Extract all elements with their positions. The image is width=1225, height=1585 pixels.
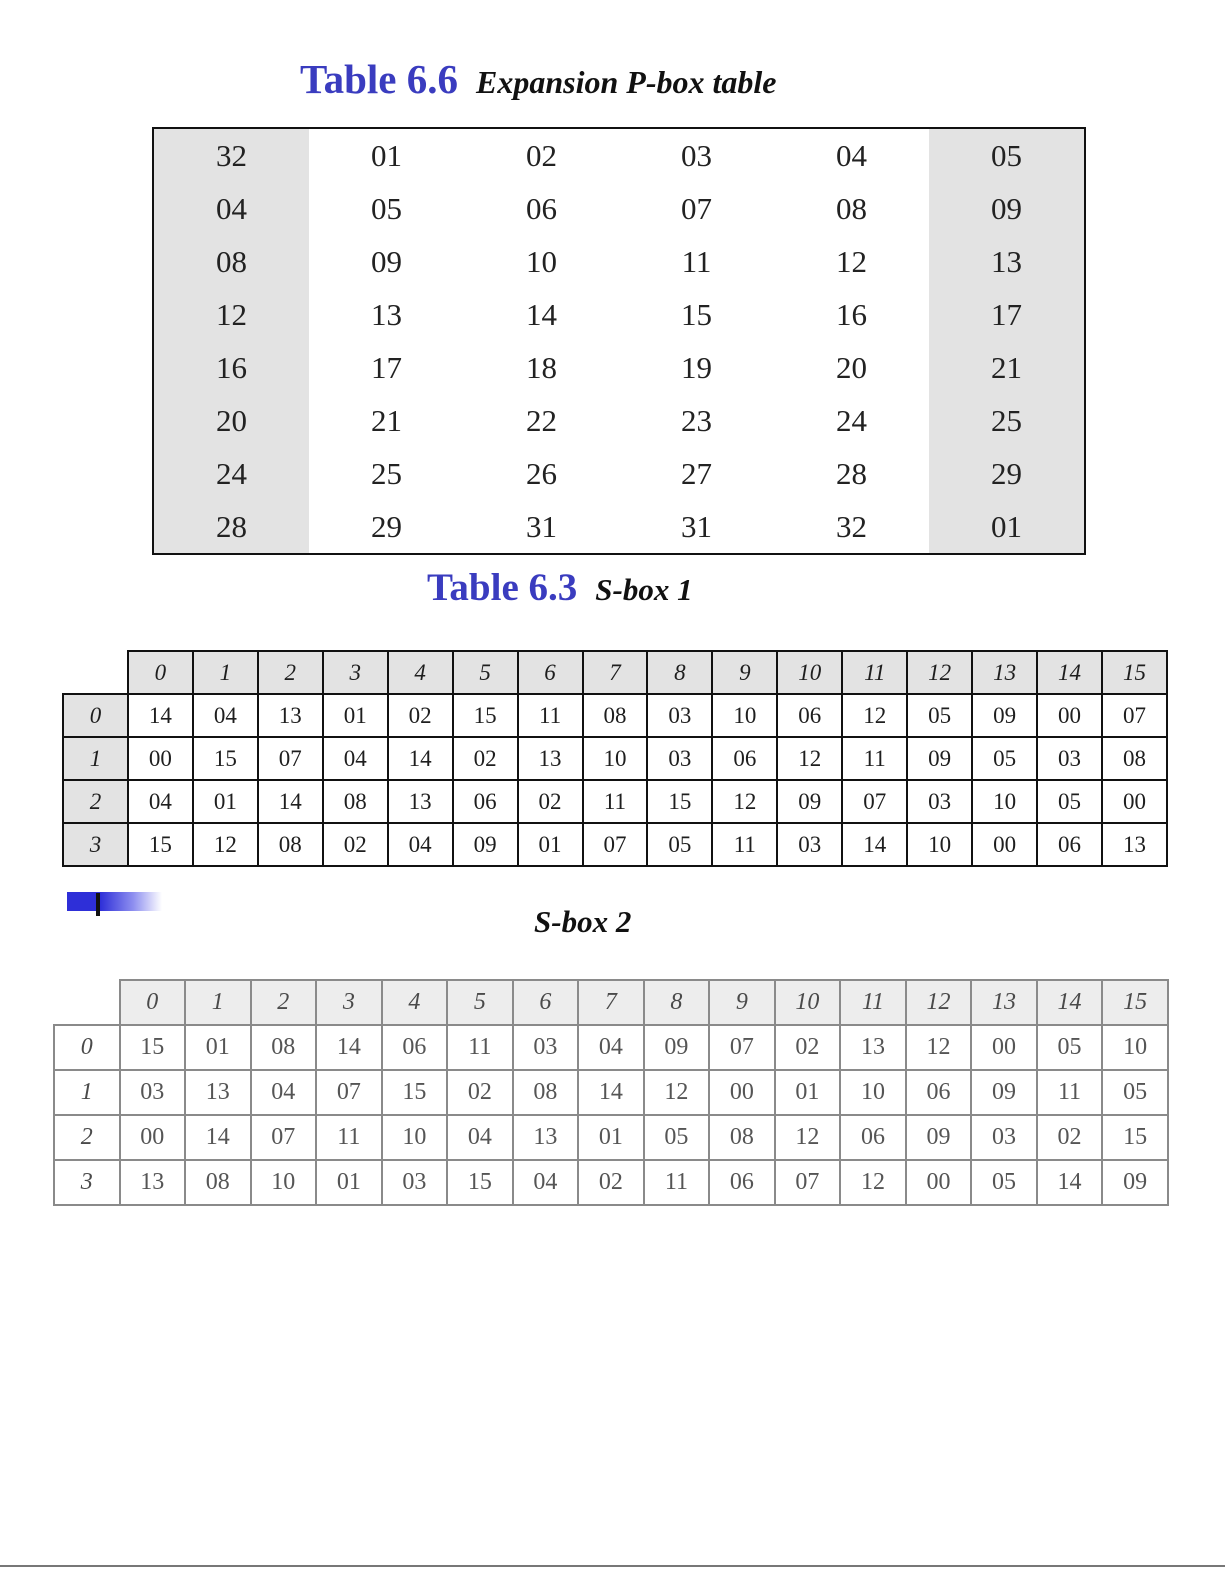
table-cell: 12 — [193, 823, 258, 866]
column-header: 2 — [258, 651, 323, 694]
column-header: 15 — [1102, 651, 1167, 694]
pbox-cell: 09 — [371, 243, 402, 279]
table-cell: 04 — [388, 823, 453, 866]
bullet-marker-icon — [67, 892, 162, 911]
pbox-table-name: Expansion P-box table — [475, 64, 777, 100]
sbox2-table — [53, 979, 1169, 1206]
table-cell: 15 — [193, 737, 258, 780]
column-header: 6 — [513, 980, 579, 1025]
table-cell: 04 — [578, 1025, 644, 1070]
table-cell: 12 — [712, 780, 777, 823]
pbox-cell: 02 — [526, 137, 557, 173]
column-header: 11 — [842, 651, 907, 694]
pbox-cell: 13 — [371, 296, 402, 332]
table-cell: 08 — [185, 1160, 251, 1205]
pbox-cell: 20 — [154, 394, 309, 447]
pbox-cell: 01 — [929, 500, 1084, 553]
table-cell: 00 — [971, 1025, 1037, 1070]
table-cell: 05 — [972, 737, 1037, 780]
pbox-cell: 21 — [371, 402, 402, 438]
table-cell: 09 — [453, 823, 518, 866]
pbox-cell: 28 — [836, 455, 867, 491]
table-header-row — [63, 651, 1167, 694]
table-cell: 01 — [193, 780, 258, 823]
table-cell: 13 — [513, 1115, 579, 1160]
table-row — [63, 780, 1167, 823]
pbox-cell: 28 — [154, 500, 309, 553]
row-header: 1 — [54, 1070, 120, 1115]
table-cell: 13 — [120, 1160, 186, 1205]
pbox-cell: 10 — [526, 243, 557, 279]
table-cell: 13 — [258, 694, 323, 737]
table-cell: 15 — [128, 823, 193, 866]
pbox-cell: 12 — [154, 288, 309, 341]
table-cell: 03 — [647, 737, 712, 780]
table-cell: 14 — [258, 780, 323, 823]
table-cell: 04 — [128, 780, 193, 823]
column-header: 14 — [1037, 651, 1102, 694]
table-cell: 13 — [518, 737, 583, 780]
table-cell: 11 — [583, 780, 648, 823]
pbox-cell: 03 — [681, 137, 712, 173]
table-cell: 08 — [323, 780, 388, 823]
pbox-cell: 32 — [836, 508, 867, 544]
table-cell: 01 — [316, 1160, 382, 1205]
table-cell: 15 — [382, 1070, 448, 1115]
table-cell: 13 — [1102, 823, 1167, 866]
table-cell: 09 — [972, 694, 1037, 737]
column-header: 8 — [644, 980, 710, 1025]
table-cell: 14 — [578, 1070, 644, 1115]
table-cell: 02 — [775, 1025, 841, 1070]
table-cell: 15 — [647, 780, 712, 823]
table-cell: 06 — [709, 1160, 775, 1205]
table-cell: 14 — [128, 694, 193, 737]
table-cell: 03 — [513, 1025, 579, 1070]
pbox-cell: 32 — [154, 129, 309, 182]
table-cell: 10 — [712, 694, 777, 737]
table-cell: 15 — [120, 1025, 186, 1070]
table-cell: 14 — [316, 1025, 382, 1070]
table-cell: 07 — [583, 823, 648, 866]
column-header: 5 — [447, 980, 513, 1025]
bullet-tick-icon — [96, 893, 100, 916]
table-cell: 02 — [1037, 1115, 1103, 1160]
sbox2-table-name: S-box 2 — [534, 904, 632, 939]
table-cell: 06 — [777, 694, 842, 737]
column-header: 4 — [388, 651, 453, 694]
table-cell: 09 — [1102, 1160, 1168, 1205]
table-cell: 05 — [647, 823, 712, 866]
table-cell: 11 — [842, 737, 907, 780]
table-row — [54, 1070, 1168, 1115]
table-cell: 01 — [578, 1115, 644, 1160]
table-cell: 08 — [709, 1115, 775, 1160]
pbox-cell: 16 — [836, 296, 867, 332]
table-cell: 08 — [258, 823, 323, 866]
pbox-cell: 05 — [929, 129, 1084, 182]
column-header: 4 — [382, 980, 448, 1025]
table-cell: 11 — [447, 1025, 513, 1070]
table-cell: 09 — [906, 1115, 972, 1160]
expansion-pbox-table — [152, 127, 1086, 555]
column-header: 15 — [1102, 980, 1168, 1025]
table-cell: 00 — [709, 1070, 775, 1115]
table-cell: 06 — [906, 1070, 972, 1115]
table-cell: 02 — [453, 737, 518, 780]
table-cell: 14 — [842, 823, 907, 866]
pbox-cell: 27 — [681, 455, 712, 491]
page-bottom-rule — [0, 1565, 1225, 1567]
pbox-cell: 08 — [836, 190, 867, 226]
column-header: 9 — [709, 980, 775, 1025]
pbox-cell: 24 — [154, 447, 309, 500]
table-cell: 09 — [971, 1070, 1037, 1115]
table-cell: 03 — [120, 1070, 186, 1115]
pbox-table-number: Table 6.6 — [300, 56, 458, 102]
table-cell: 13 — [185, 1070, 251, 1115]
pbox-cell: 22 — [526, 402, 557, 438]
table-cell: 06 — [453, 780, 518, 823]
column-header: 2 — [251, 980, 317, 1025]
sbox1-table — [62, 650, 1168, 867]
column-header: 12 — [907, 651, 972, 694]
sbox1-table-number: Table 6.3 — [427, 566, 578, 609]
table-cell: 14 — [388, 737, 453, 780]
table-row — [63, 694, 1167, 737]
table-cell: 05 — [1102, 1070, 1168, 1115]
pbox-cell: 16 — [154, 341, 309, 394]
column-header: 0 — [128, 651, 193, 694]
table-cell: 07 — [775, 1160, 841, 1205]
corner-cell — [54, 980, 120, 1025]
column-header: 1 — [185, 980, 251, 1025]
table-cell: 12 — [906, 1025, 972, 1070]
table-cell: 10 — [583, 737, 648, 780]
table-cell: 12 — [842, 694, 907, 737]
table-cell: 00 — [120, 1115, 186, 1160]
table-cell: 12 — [775, 1115, 841, 1160]
table-cell: 04 — [251, 1070, 317, 1115]
pbox-cell: 07 — [681, 190, 712, 226]
row-header: 2 — [63, 780, 128, 823]
pbox-title — [300, 55, 776, 103]
table-cell: 09 — [644, 1025, 710, 1070]
table-cell: 12 — [777, 737, 842, 780]
table-cell: 01 — [775, 1070, 841, 1115]
pbox-cell: 29 — [929, 447, 1084, 500]
table-cell: 10 — [1102, 1025, 1168, 1070]
pbox-cell: 25 — [929, 394, 1084, 447]
table-cell: 13 — [388, 780, 453, 823]
row-header: 3 — [63, 823, 128, 866]
column-header: 8 — [647, 651, 712, 694]
column-header: 1 — [193, 651, 258, 694]
table-cell: 02 — [323, 823, 388, 866]
column-header: 0 — [120, 980, 186, 1025]
table-cell: 14 — [1037, 1160, 1103, 1205]
table-cell: 00 — [128, 737, 193, 780]
table-cell: 15 — [1102, 1115, 1168, 1160]
table-row — [54, 1025, 1168, 1070]
pbox-cell: 15 — [681, 296, 712, 332]
table-cell: 05 — [971, 1160, 1037, 1205]
table-cell: 03 — [907, 780, 972, 823]
table-cell: 02 — [388, 694, 453, 737]
table-cell: 04 — [513, 1160, 579, 1205]
table-cell: 06 — [1037, 823, 1102, 866]
table-cell: 12 — [840, 1160, 906, 1205]
column-header: 13 — [972, 651, 1037, 694]
table-cell: 11 — [1037, 1070, 1103, 1115]
row-header: 3 — [54, 1160, 120, 1205]
pbox-cell: 24 — [836, 402, 867, 438]
column-header: 9 — [712, 651, 777, 694]
row-header: 0 — [63, 694, 128, 737]
table-cell: 03 — [647, 694, 712, 737]
table-cell: 00 — [972, 823, 1037, 866]
pbox-cell: 19 — [681, 349, 712, 385]
pbox-cell: 23 — [681, 402, 712, 438]
column-header: 13 — [971, 980, 1037, 1025]
table-cell: 07 — [251, 1115, 317, 1160]
table-cell: 10 — [907, 823, 972, 866]
column-header: 3 — [323, 651, 388, 694]
pbox-cell: 31 — [681, 508, 712, 544]
table-cell: 06 — [382, 1025, 448, 1070]
table-cell: 10 — [972, 780, 1037, 823]
column-header: 5 — [453, 651, 518, 694]
sbox1-table-name: S-box 1 — [595, 572, 693, 607]
pbox-cell: 17 — [371, 349, 402, 385]
pbox-cell: 25 — [371, 455, 402, 491]
column-header: 7 — [583, 651, 648, 694]
table-row — [63, 737, 1167, 780]
pbox-cell: 26 — [526, 455, 557, 491]
table-cell: 11 — [712, 823, 777, 866]
corner-cell — [63, 651, 128, 694]
pbox-cell: 18 — [526, 349, 557, 385]
table-cell: 11 — [518, 694, 583, 737]
table-cell: 12 — [644, 1070, 710, 1115]
sbox1-title — [427, 565, 693, 610]
table-cell: 02 — [447, 1070, 513, 1115]
table-cell: 07 — [258, 737, 323, 780]
table-row — [54, 1115, 1168, 1160]
table-cell: 07 — [1102, 694, 1167, 737]
column-header: 3 — [316, 980, 382, 1025]
pbox-cell: 01 — [371, 137, 402, 173]
row-header: 2 — [54, 1115, 120, 1160]
row-header: 0 — [54, 1025, 120, 1070]
table-cell: 09 — [907, 737, 972, 780]
table-cell: 02 — [578, 1160, 644, 1205]
table-cell: 15 — [447, 1160, 513, 1205]
table-cell: 08 — [1102, 737, 1167, 780]
pbox-cell: 05 — [371, 190, 402, 226]
table-cell: 03 — [382, 1160, 448, 1205]
pbox-cell: 13 — [929, 235, 1084, 288]
table-cell: 03 — [1037, 737, 1102, 780]
table-cell: 07 — [709, 1025, 775, 1070]
column-header: 7 — [578, 980, 644, 1025]
table-cell: 06 — [712, 737, 777, 780]
table-cell: 07 — [842, 780, 907, 823]
pbox-cell: 29 — [371, 508, 402, 544]
table-cell: 08 — [513, 1070, 579, 1115]
pbox-cell: 08 — [154, 235, 309, 288]
table-cell: 08 — [251, 1025, 317, 1070]
column-header: 6 — [518, 651, 583, 694]
table-cell: 10 — [840, 1070, 906, 1115]
table-row — [54, 1160, 1168, 1205]
column-header: 10 — [775, 980, 841, 1025]
table-cell: 07 — [316, 1070, 382, 1115]
table-header-row — [54, 980, 1168, 1025]
table-cell: 09 — [777, 780, 842, 823]
table-cell: 04 — [193, 694, 258, 737]
table-cell: 05 — [1037, 1025, 1103, 1070]
table-cell: 13 — [840, 1025, 906, 1070]
column-header: 10 — [777, 651, 842, 694]
pbox-cell: 04 — [154, 182, 309, 235]
pbox-cell: 31 — [526, 508, 557, 544]
table-row — [63, 823, 1167, 866]
table-cell: 04 — [323, 737, 388, 780]
pbox-cell: 21 — [929, 341, 1084, 394]
pbox-cell: 09 — [929, 182, 1084, 235]
table-cell: 11 — [644, 1160, 710, 1205]
table-cell: 02 — [518, 780, 583, 823]
pbox-cell: 04 — [836, 137, 867, 173]
pbox-cell: 11 — [681, 243, 712, 279]
table-cell: 05 — [907, 694, 972, 737]
table-cell: 14 — [185, 1115, 251, 1160]
table-cell: 04 — [447, 1115, 513, 1160]
table-cell: 01 — [185, 1025, 251, 1070]
table-cell: 06 — [840, 1115, 906, 1160]
sbox2-title — [534, 904, 631, 940]
table-cell: 03 — [971, 1115, 1037, 1160]
table-cell: 08 — [583, 694, 648, 737]
table-cell: 00 — [906, 1160, 972, 1205]
pbox-cell: 12 — [836, 243, 867, 279]
column-header: 14 — [1037, 980, 1103, 1025]
table-cell: 03 — [777, 823, 842, 866]
table-cell: 11 — [316, 1115, 382, 1160]
row-header: 1 — [63, 737, 128, 780]
pbox-cell: 20 — [836, 349, 867, 385]
pbox-cell: 17 — [929, 288, 1084, 341]
table-cell: 05 — [644, 1115, 710, 1160]
table-cell: 01 — [518, 823, 583, 866]
table-cell: 01 — [323, 694, 388, 737]
table-cell: 15 — [453, 694, 518, 737]
table-cell: 00 — [1037, 694, 1102, 737]
table-cell: 00 — [1102, 780, 1167, 823]
table-cell: 05 — [1037, 780, 1102, 823]
pbox-cell: 06 — [526, 190, 557, 226]
pbox-cell: 14 — [526, 296, 557, 332]
column-header: 11 — [840, 980, 906, 1025]
table-cell: 10 — [251, 1160, 317, 1205]
column-header: 12 — [906, 980, 972, 1025]
table-cell: 10 — [382, 1115, 448, 1160]
